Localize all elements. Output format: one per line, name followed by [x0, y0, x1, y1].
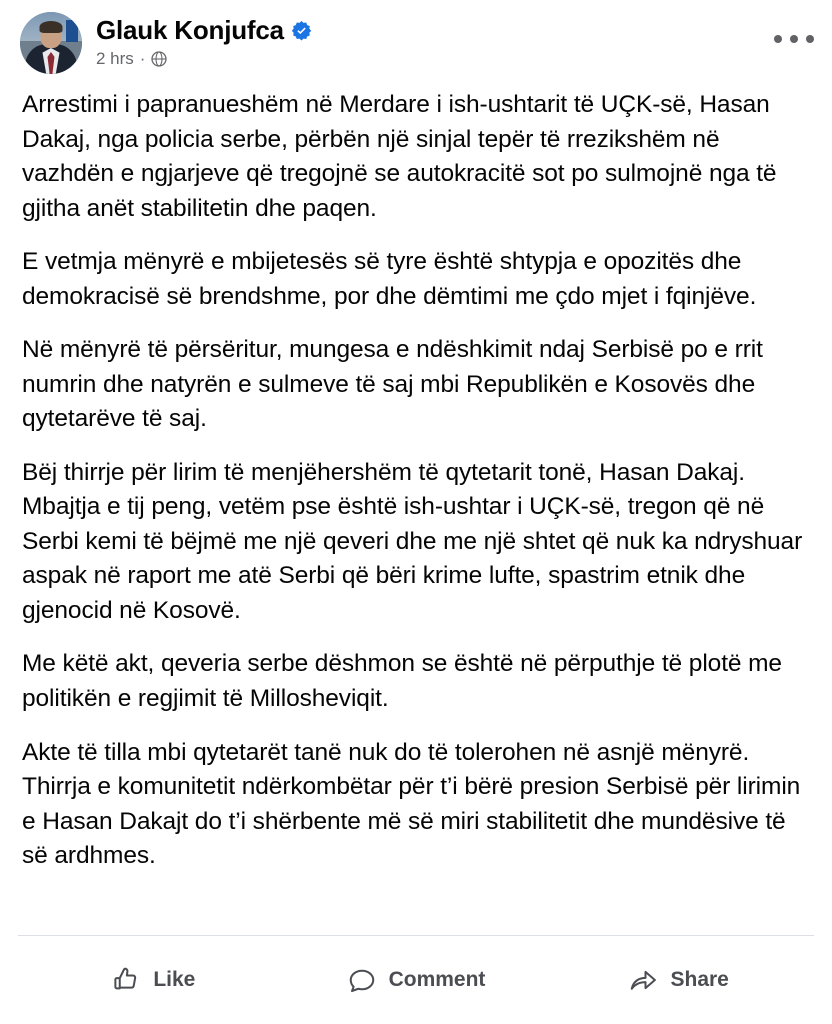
comment-button[interactable] [285, 965, 548, 995]
post-actions [0, 936, 832, 1024]
post-paragraph: Akte të tilla mbi qytetarët tanë nuk do të tolerohen në asnjë mënyrë. Thirrja e komunitetit ndërkombëtar për t’i bërë presion Serbisë për lirimin e Hasan Dakajt do t’i shërbente më së miri stabilitetit dhe mundësive të së ardhmes. [22, 738, 801, 870]
comment-label: Comment [388, 968, 486, 991]
share-button[interactable] [547, 965, 810, 995]
more-options-icon[interactable] [774, 26, 814, 52]
thumbs-up-icon [111, 965, 141, 995]
more-dot [790, 35, 798, 43]
globe-icon [151, 51, 167, 67]
post-paragraph: Në mënyrë të përsëritur, mungesa e ndëshkimit ndaj Serbisë po e rrit numrin dhe natyrën e sulmeve të saj mbi Republikën e Kosovës dhe qytetarëve të saj. [22, 336, 763, 433]
post-paragraph: E vetmja mënyrë e mbijetesës së tyre është shtypja e opozitës dhe demokracisë së brendshme, por dhe dëmtimi me çdo mjet i fqinjëve. [22, 248, 757, 310]
like-label: Like [153, 968, 196, 991]
more-dot [806, 35, 814, 43]
post-paragraph: Arrestimi i papranueshëm në Merdare i ish-ushtarit të UÇK-së, Hasan Dakaj, nga policia serbe, përbën një sinjal tepër të rrezikshëm në vazhdën e ngjarjeve që tregojnë se autokracitë sot po sulmojnë nga të gjitha anët stabilitetin dhe paqen. [22, 91, 777, 222]
like-button[interactable] [22, 965, 285, 995]
more-dot [774, 35, 782, 43]
post-header [0, 0, 832, 80]
verified-badge-icon [291, 20, 312, 41]
avatar-flag [66, 20, 78, 42]
post-text [0, 80, 832, 925]
share-arrow-icon [628, 965, 658, 995]
author-name-row [96, 16, 312, 46]
comment-bubble-icon [347, 965, 377, 995]
post-timestamp[interactable]: 2 hrs [96, 48, 134, 68]
avatar[interactable] [20, 12, 82, 74]
meta-separator: · [139, 49, 146, 69]
post-paragraph: Bëj thirrje për lirim të menjëhershëm të qytetarit tonë, Hasan Dakaj. Mbajtja e tij peng, vetëm pse është ish-ushtar i UÇK-së, tregon që në Serbi kemi të bëjmë me një qeveri dhe me një shtet që nuk ka ndryshuar aspak në raport me atë Serbi që bëri krime lufte, spastrim etnik dhe gjenocid në Kosovë. [22, 458, 803, 624]
avatar-hair [40, 21, 63, 33]
post-meta [96, 49, 312, 69]
author-block [96, 12, 312, 69]
share-label: Share [670, 968, 729, 991]
post-paragraph: Me këtë akt, qeveria serbe dëshmon se është në përputhje të plotë me politikën e regjimit të Millosheviqit. [22, 650, 782, 712]
author-name[interactable]: Glauk Konjufca [96, 15, 284, 45]
